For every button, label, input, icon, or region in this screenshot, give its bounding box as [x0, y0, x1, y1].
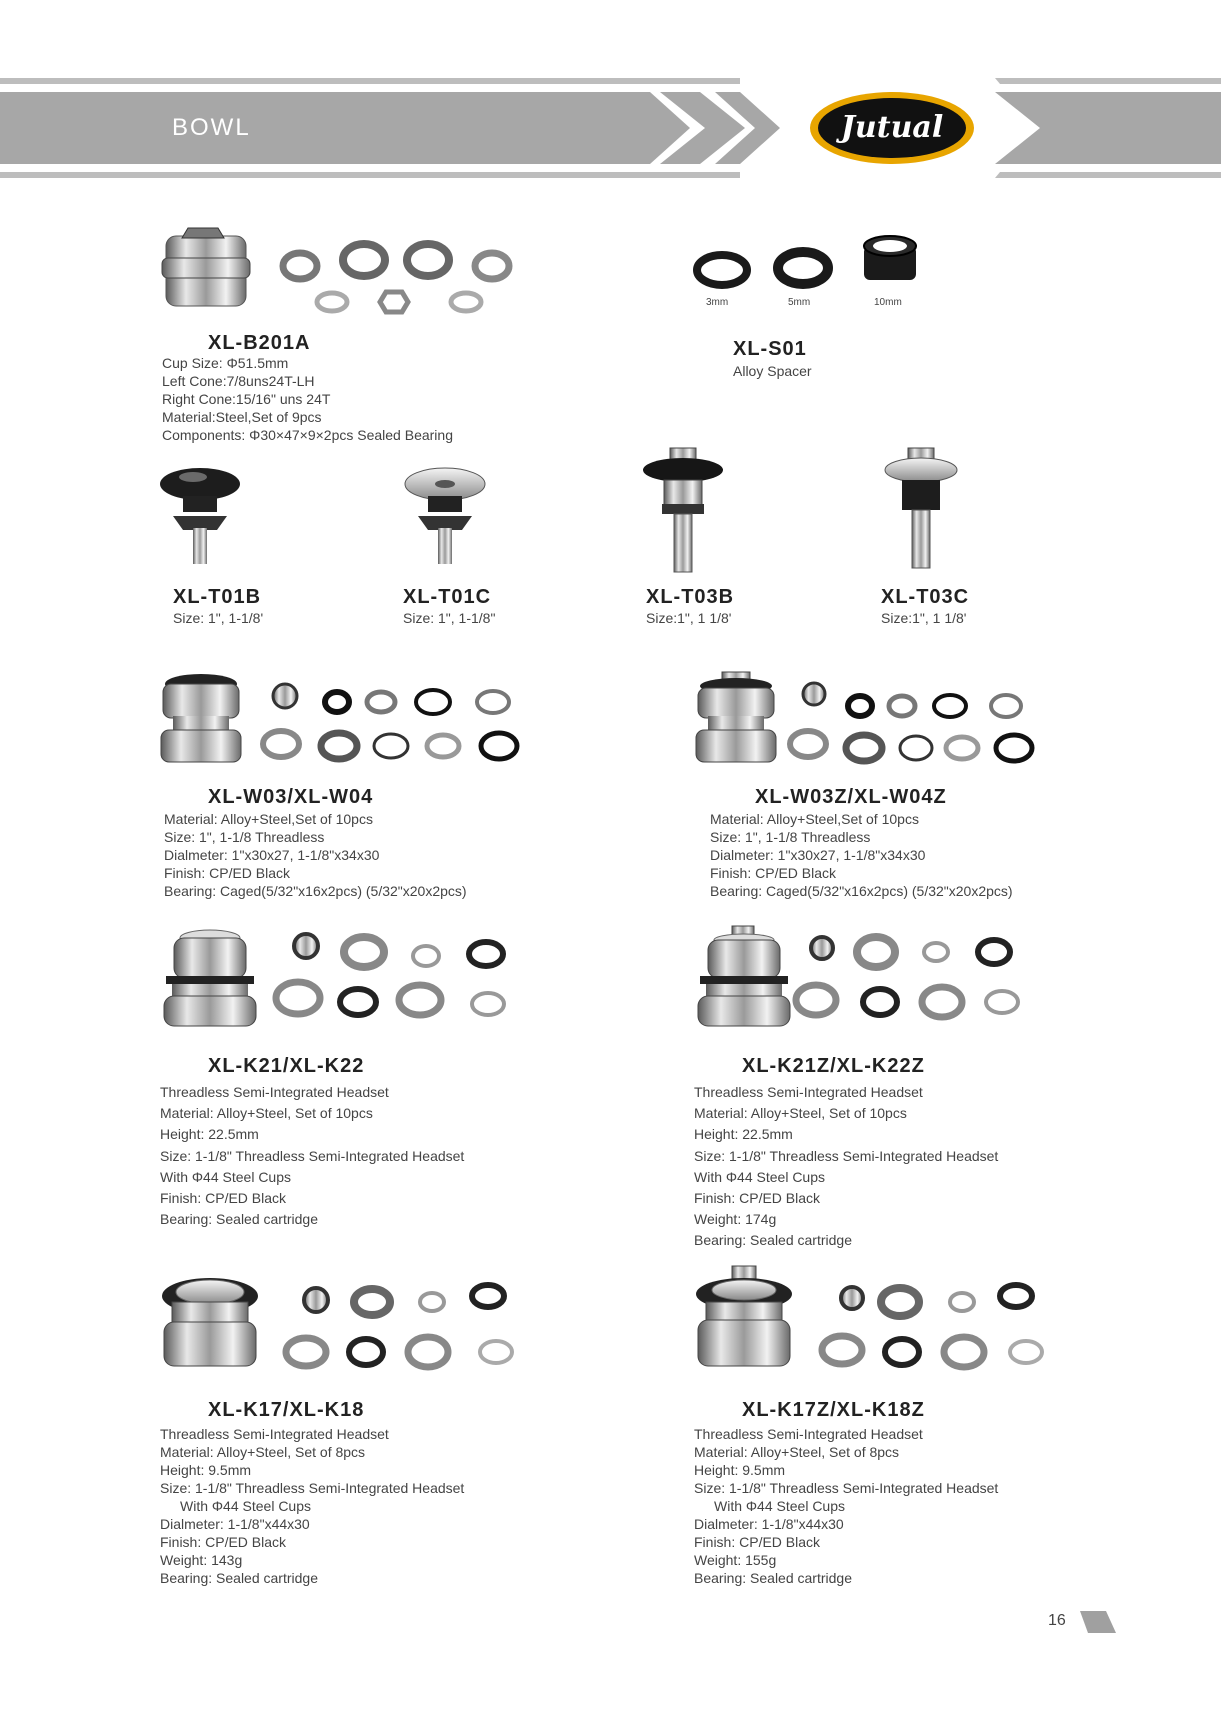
spec-line: Size: 1-1/8" Threadless Semi-Integrated Headset [694, 1480, 999, 1496]
spec-line: With Φ44 Steel Cups [160, 1168, 292, 1185]
spec-line: Material: Alloy+Steel, Set of 8pcs [160, 1444, 366, 1460]
product-image-xl-s01 [690, 232, 930, 298]
product-model: XL-K17Z/XL-K18Z [742, 1399, 925, 1421]
spec-line: Threadless Semi-Integrated Headset [160, 1426, 389, 1442]
product-image-xl-w03z-w04z [690, 672, 1060, 770]
spec-line: Dialmeter: 1-1/8"x44x30 [694, 1516, 844, 1532]
spec-line: Weight: 174g [694, 1211, 777, 1228]
spec-line: Dialmeter: 1-1/8"x44x30 [160, 1516, 310, 1532]
spec-line: Finish: CP/ED Black [160, 1534, 287, 1550]
spec-line: Right Cone:15/16" uns 24T [162, 391, 331, 407]
product-model: XL-K21/XL-K22 [208, 1055, 365, 1077]
spec-line: Threadless Semi-Integrated Headset [694, 1084, 923, 1100]
spec-line: Size:1", 1 1/8' [881, 610, 967, 626]
spec-line: Size: 1", 1-1/8 Threadless [164, 829, 325, 845]
product-model: XL-W03Z/XL-W04Z [755, 786, 947, 808]
spec-line: Bearing: Sealed cartridge [694, 1232, 852, 1249]
svg-text:Jutual: Jutual [840, 110, 944, 145]
product-specs [694, 1082, 998, 1252]
product-model: XL-T01B [173, 586, 262, 608]
product-image-xl-k17z-k18z [692, 1266, 1062, 1372]
spec-line: Height: 22.5mm [160, 1126, 259, 1143]
product-model: XL-T03C [881, 586, 970, 608]
spacer-size-label: 5mm [788, 297, 811, 308]
product-specs [162, 354, 453, 444]
product-image-xl-k21z-k22z [692, 926, 1062, 1032]
spec-line: Dialmeter: 1"x30x27, 1-1/8"x34x30 [710, 847, 926, 863]
page-number-tab-icon [1080, 1611, 1116, 1633]
spec-line: Size: 1-1/8" Threadless Semi-Integrated Headset [160, 1147, 465, 1164]
product-model: XL-B201A [208, 332, 311, 354]
spec-line: Material:Steel,Set of 9pcs [162, 409, 322, 425]
spacer-size-label: 3mm [706, 297, 729, 308]
product-image-xl-t03b [638, 446, 728, 576]
spec-line: Size:1", 1 1/8' [646, 610, 732, 626]
product-specs [160, 1082, 464, 1230]
product-image-xl-t01c [400, 462, 490, 572]
product-model: XL-T03B [646, 586, 735, 608]
spec-line: Finish: CP/ED Black [694, 1534, 821, 1550]
spec-line: Material: Alloy+Steel, Set of 10pcs [160, 1105, 373, 1122]
spec-line: Finish: CP/ED Black [160, 1190, 287, 1207]
spec-line: Material: Alloy+Steel, Set of 8pcs [694, 1444, 900, 1460]
spec-line: Height: 9.5mm [160, 1462, 252, 1478]
spec-line: Components: Φ30×47×9×2pcs Sealed Bearing [162, 427, 453, 443]
spec-line: Material: Alloy+Steel,Set of 10pcs [710, 811, 919, 827]
spec-line: Material: Alloy+Steel,Set of 10pcs [164, 811, 373, 827]
spec-line: Bearing: Sealed cartridge [160, 1211, 318, 1228]
product-model: XL-K17/XL-K18 [208, 1399, 365, 1421]
spec-line: Left Cone:7/8uns24T-LH [162, 373, 315, 389]
product-model: XL-S01 [733, 338, 807, 360]
spec-line: Cup Size: Φ51.5mm [162, 355, 289, 371]
spec-line: Threadless Semi-Integrated Headset [160, 1084, 389, 1100]
product-specs [733, 362, 812, 380]
section-title: BOWL [172, 114, 251, 141]
spec-line: Material: Alloy+Steel, Set of 10pcs [694, 1105, 907, 1122]
spec-line: Size: 1-1/8" Threadless Semi-Integrated Headset [160, 1480, 465, 1496]
spec-line: With Φ44 Steel Cups [694, 1168, 826, 1185]
spec-line: Dialmeter: 1"x30x27, 1-1/8"x34x30 [164, 847, 380, 863]
product-model: XL-K21Z/XL-K22Z [742, 1055, 925, 1077]
spec-line: Bearing: Caged(5/32"x16x2pcs) (5/32"x20x2pcs) [710, 883, 1013, 899]
spec-line: Bearing: Sealed cartridge [694, 1570, 852, 1586]
spec-line: Threadless Semi-Integrated Headset [694, 1426, 923, 1442]
product-image-xl-k17-k18 [158, 1272, 528, 1372]
spec-line: Height: 9.5mm [694, 1462, 786, 1478]
spec-line: Bearing: Caged(5/32"x16x2pcs) (5/32"x20x2pcs) [164, 883, 467, 899]
spec-line: Weight: 143g [160, 1552, 243, 1568]
spec-line: Finish: CP/ED Black [694, 1190, 821, 1207]
product-image-xl-t03c [876, 446, 966, 576]
spec-line: Size: 1-1/8" Threadless Semi-Integrated Headset [694, 1147, 999, 1164]
product-specs [160, 1425, 464, 1587]
spec-line: Size: 1", 1-1/8" [403, 610, 496, 626]
spec-line: Weight: 155g [694, 1552, 777, 1568]
spacer-size-label: 10mm [874, 297, 902, 308]
product-model: XL-W03/XL-W04 [208, 786, 374, 808]
brand-logo [808, 90, 976, 166]
product-model: XL-T01C [403, 586, 492, 608]
page-number: 16 [1048, 1612, 1066, 1629]
product-image-xl-k21-k22 [158, 926, 528, 1032]
spec-line: Alloy Spacer [733, 363, 812, 379]
product-image-xl-t01b [155, 462, 245, 572]
spec-line: With Φ44 Steel Cups [714, 1498, 846, 1514]
product-specs [710, 810, 1013, 900]
spec-line: Bearing: Sealed cartridge [160, 1570, 318, 1586]
spec-line: Height: 22.5mm [694, 1126, 793, 1143]
spec-line: Finish: CP/ED Black [164, 865, 291, 881]
spec-line: Size: 1", 1-1/8 Threadless [710, 829, 871, 845]
spec-line: Size: 1", 1-1/8' [173, 610, 264, 626]
product-specs [164, 810, 467, 900]
product-specs [694, 1425, 998, 1587]
product-image-xl-w03-w04 [155, 672, 525, 770]
spec-line: Finish: CP/ED Black [710, 865, 837, 881]
spec-line: With Φ44 Steel Cups [180, 1498, 312, 1514]
product-image-xl-b201a [160, 222, 520, 318]
